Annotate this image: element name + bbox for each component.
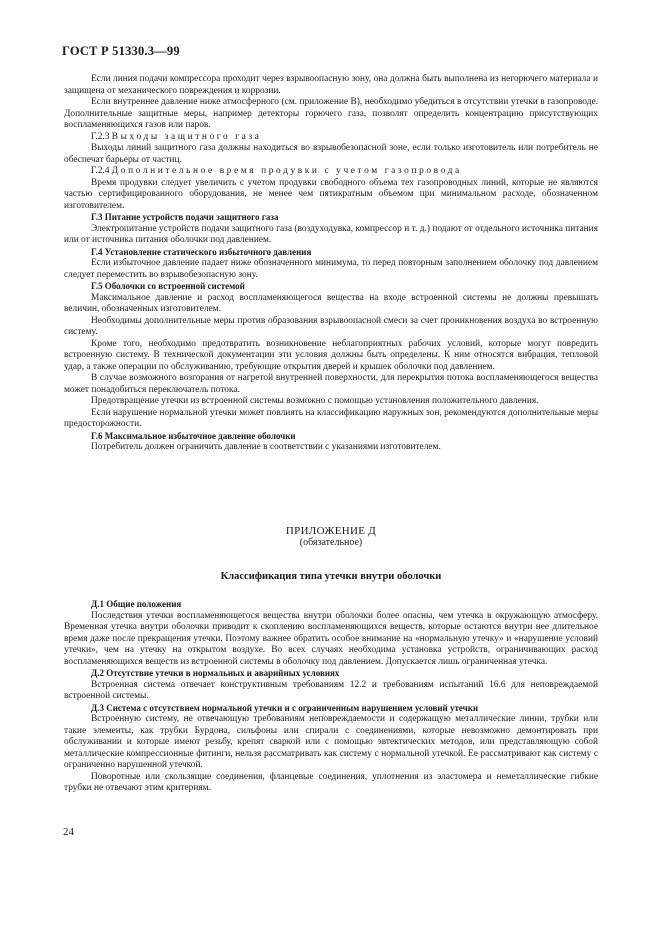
paragraph: Электропитание устройств подачи защитного газа (воздуходувка, компрессор и т. д.) подают от отдельного источника питания или от источника питания оболочки под давлением. (64, 223, 598, 245)
paragraph: Поворотные или скользящие соединения, фланцевые соединения, уплотнения из эластомера и неметаллические гибкие трубки не отвечают этим критериям. (64, 771, 598, 793)
subsection-number: Г.2.3 (91, 131, 110, 142)
paragraph: Предотвращение утечки из встроенной системы возможно с помощью установления положительного давления. (91, 396, 539, 406)
appendix-status: (обязательное) (299, 537, 363, 548)
page-content (64, 74, 598, 795)
section-heading-d-1: Д.1 Общие положения (91, 599, 182, 609)
section-heading-d-2: Д.2 Отсутствие утечки в нормальных и аварийных условиях (91, 668, 340, 678)
paragraph: Встроенную систему, не отвечающую требованиям неповреждаемости и содержащую металлические линии, трубки или такие элементы, как трубки Бурдона, сильфоны или спирали с соединениями, которые невозможно демонтировать при обслуживании и которые имеют резьбу, крепят сваркой или с помощью эвтектических методов, или представляющую собой металлические компрессионные фитинги, нельзя рассматривать как систему с нормальной утечкой. Ее рассматривают как систему с ограниченно нарушенной утечкой. (64, 714, 598, 770)
subsection-number: Г.2.4 (91, 166, 110, 176)
paragraph: Время продувки следует увеличить с учетом продувки свободного объема тех газопроводных линий, которые не являются частью сертифицированного оборудования, не менее чем пятикратным объемом при минимальном расходе, обозначенном изготовителем. (64, 177, 598, 211)
subsection-title: Выходы защитного газа (111, 131, 262, 142)
section-heading-g-3: Г.3 Питание устройств подачи защитного газа (91, 212, 279, 222)
section-heading-g-4: Г.4 Установление статического избыточного давления (91, 246, 312, 257)
appendix-title: ПРИЛОЖЕНИЕ Д (285, 524, 377, 537)
paragraph: Максимальное давление и расход воспламеняющегося вещества на входе встроенной системы не должны превышать величин, обозначенных изготовителем. (64, 292, 598, 314)
paragraph: Выходы линий защитного газа должны находиться во взрывобезопасной зоне, если только изготовитель или потребитель не обеспечат барьеры от частиц. (64, 143, 598, 165)
paragraph: Если внутреннее давление ниже атмосферного (см. приложение В), необходимо убедиться в отсутствии утечки в газопроводе. Дополнительные защитные меры, например детекторы горючего газа, позволят определить концентрацию присутствующих воспламеняющихся газов или паров. (64, 97, 598, 130)
paragraph: Встроенная система отвечает конструктивным требованиям 12.2 и требованиям испытаний 16.6 для неповреждаемой встроенной системы. (64, 679, 598, 701)
subsection-heading-g-2-4 (64, 166, 598, 178)
subsection-heading-g-2-3 (64, 132, 598, 144)
section-heading-g-6: Г.6 Максимальное избыточное давление оболочки (91, 430, 296, 441)
section-heading-d-3: Д.3 Система с отсутствием нормальной утечки и с ограниченным нарушением условий утечки (91, 702, 479, 713)
appendix-title-block (64, 526, 598, 549)
document-code-header: ГОСТ Р 51330.3—99 (62, 44, 180, 58)
paragraph: Если нарушение нормальной утечки может повлиять на классификацию наружных зон, рекомендуются дополнительные меры предосторожности. (64, 407, 598, 429)
paragraph: Кроме того, необходимо предотвратить возникновение неблагоприятных рабочих условий, которые могут повредить встроенную систему. В технической документации эти условия должны быть определены. К ним относятся вибрация, тепловой удар, а также операции по обслуживанию, требующие открытия дверей и крышек оболочки под давлением. (64, 338, 598, 372)
paragraph: Если линия подачи компрессора проходит через взрывоопасную зону, она должна быть выполнена из негорючего материала и защищена от механического повреждения и коррозии. (64, 74, 598, 96)
appendix-heading: Классификация типа утечки внутри оболочки (220, 570, 442, 582)
paragraph: Последствия утечки воспламеняющегося вещества внутри оболочки более опасны, чем утечка в окружающую атмосферу. Временная утечка внутри оболочки приводит к скоплению воспламеняющихся веществ, которые остаются внутри нее длительное время даже после прекращения утечки. Поэтому важнее обратить особое внимание на «нормальную утечку» и «нарушение условий утечки», чем на утечку на открытом воздухе. Во всех случаях необходима установка устройств, ограничивающих расход воспламеняющихся веществ из встроенной системы в оболочку под давлением. Допускается лишь ограниченная утечка. (64, 610, 598, 667)
paragraph: Необходимы дополнительные меры против образования взрывоопасной смеси за счет проникновения воздуха во встроенную систему. (64, 315, 598, 337)
page-number: 24 (63, 826, 74, 838)
section-heading-g-5: Г.5 Оболочки со встроенной системой (91, 281, 245, 291)
subsection-title: Дополнительное время продувки с учетом газопровода (111, 166, 462, 176)
paragraph: В случае возможного возгорания от нагретой внутренней поверхности, для перекрытия потока воспламеняющегося вещества может понадобиться переключатель потока. (64, 373, 598, 395)
paragraph: Если избыточное давление падает ниже обозначенного минимума, то перед повторным заполнением оболочку под давлением следует переместить во взрывобезопасную зону. (64, 258, 598, 280)
paragraph: Потребитель должен ограничить давление в соответствии с указаниями изготовителем. (91, 442, 441, 452)
